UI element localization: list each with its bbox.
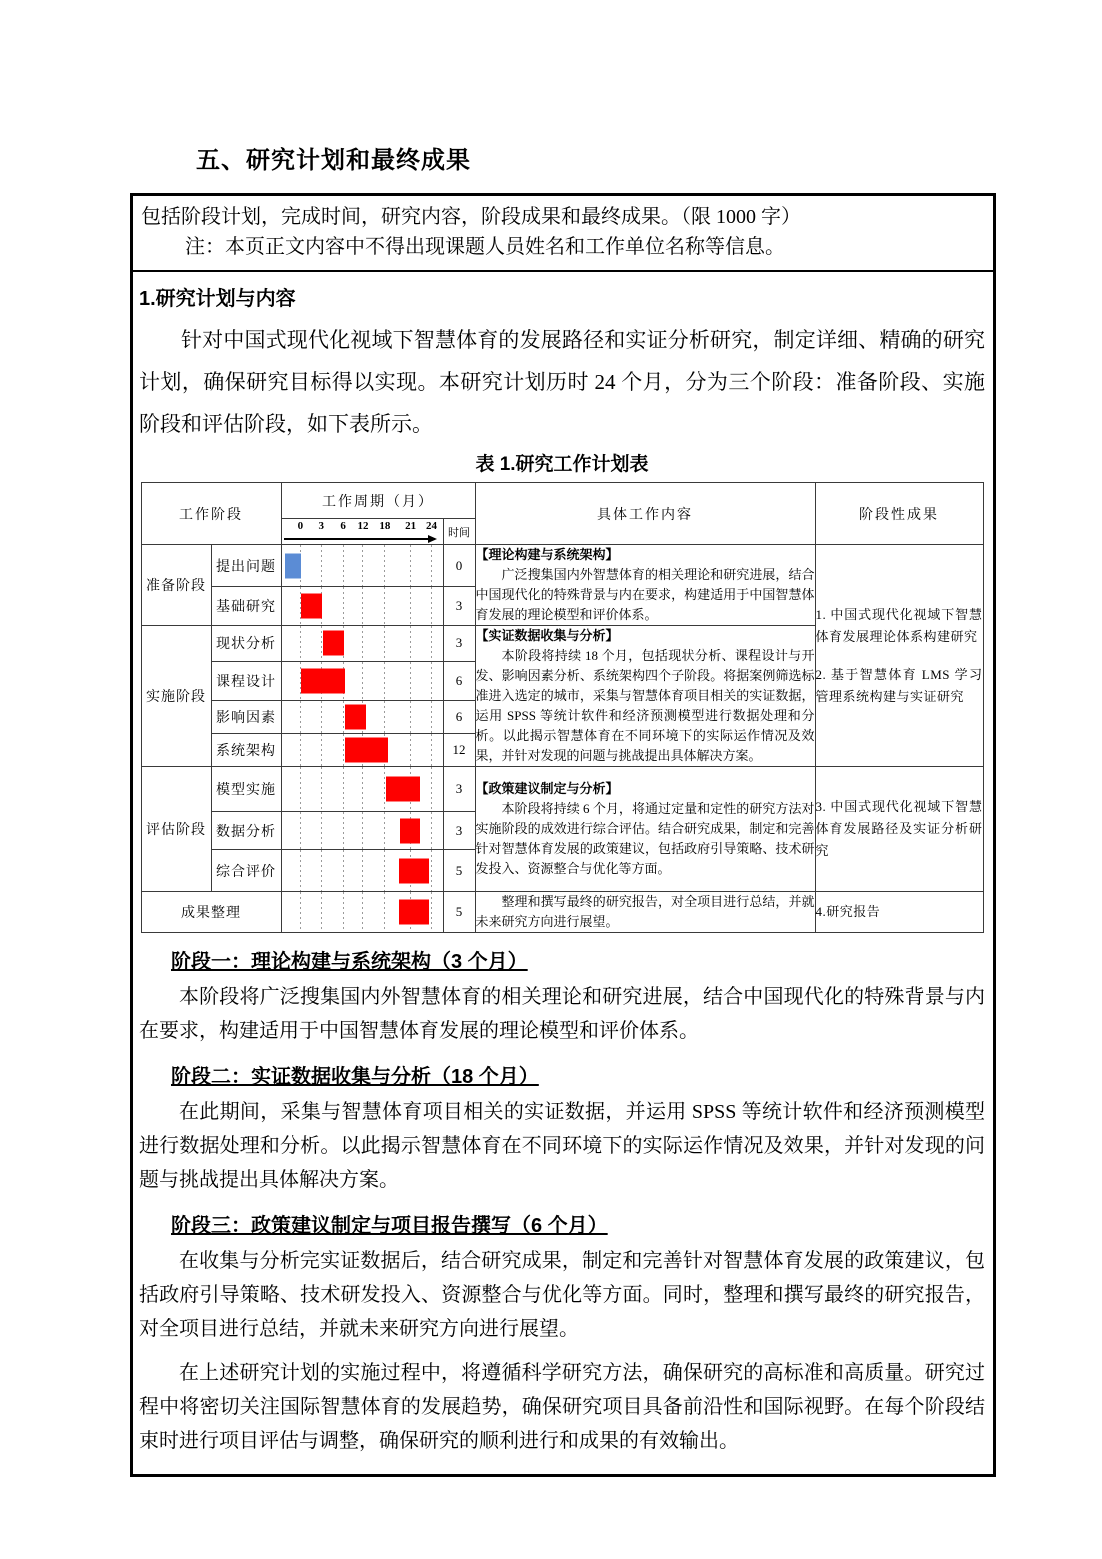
content-body: 本阶段将持续 18 个月，包括现状分析、课程设计与开发、影响因素分析、系统架构四个子阶段。将据案例筛选标准进入选定的城市，采集与智慧体育项目相关的实证数据，运用 SPSS 等统计软件和经济预测模型进行数据处理和分析。以此揭示智慧体育在不同环境下的实际运作情况及效果，并针对发现的问题与挑战提出具体解决方案。 <box>475 648 815 763</box>
result-item-3: 3. 中国式现代化视域下智慧体育发展路径及实证分析研究 <box>815 799 983 858</box>
results-cell-1-2 <box>815 545 983 767</box>
time-cell: 0 <box>443 545 475 587</box>
gantt-cell <box>281 892 443 933</box>
closing-paragraph: 在上述研究计划的实施过程中，将遵循科学研究方法，确保研究的高标准和高质量。研究过程中将密切关注国际智慧体育的发展趋势，确保研究项目具备前沿性和国际视野。在每个阶段结束时进行项目评估与调整，确保研究的顺利进行和成果的有效输出。 <box>139 1362 985 1452</box>
time-cell: 5 <box>443 892 475 933</box>
results-cell-3 <box>815 767 983 892</box>
header-stage-results: 阶段性成果 <box>815 483 983 545</box>
gantt-bar <box>323 631 344 656</box>
gantt-cell <box>281 700 443 734</box>
gantt-bar <box>345 705 366 730</box>
gantt-cell <box>281 812 443 850</box>
gantt-cell <box>281 734 443 767</box>
section-heading: 1.研究计划与内容 <box>139 288 296 310</box>
tick-label-18: 18 <box>379 520 391 532</box>
time-cell: 5 <box>443 850 475 892</box>
phase3-heading: 阶段三：政策建议制定与项目报告撰写（6 个月） <box>171 1215 608 1237</box>
time-cell: 6 <box>443 700 475 734</box>
tick-label-24: 24 <box>426 520 438 532</box>
gantt-cell <box>281 767 443 812</box>
time-cell: 3 <box>443 626 475 662</box>
content-body: 广泛搜集国内外智慧体育的相关理论和研究进展，结合中国现代化的特殊背景与内在要求，构建适用于中国智慧体育发展的理论模型和评价体系。 <box>475 567 815 622</box>
time-cell: 3 <box>443 587 475 626</box>
task-cell-data-analysis: 数据分析 <box>211 812 281 850</box>
instruction-line: 包括阶段计划，完成时间，研究内容，阶段成果和最终成果。（限 1000 字） <box>141 206 801 228</box>
gantt-bar <box>345 738 388 763</box>
header-work-content: 具体工作内容 <box>475 483 815 545</box>
instructions-box <box>133 196 993 272</box>
tick-label-0: 0 <box>297 520 304 532</box>
gantt-cell <box>281 850 443 892</box>
time-cell: 6 <box>443 661 475 700</box>
table-caption: 表 1.研究工作计划表 <box>475 454 649 475</box>
tick-label-12: 12 <box>357 520 369 532</box>
form-outer-box <box>130 193 996 1477</box>
gantt-cell <box>281 626 443 662</box>
time-cell: 12 <box>443 734 475 767</box>
gantt-cell <box>281 545 443 587</box>
content-cell-final <box>475 892 815 933</box>
phase1-paragraph: 本阶段将广泛搜集国内外智慧体育的相关理论和研究进展，结合中国现代化的特殊背景与内在要求，构建适用于中国智慧体育发展的理论模型和评价体系。 <box>139 986 985 1042</box>
result-item-4: 4.研究报告 <box>815 904 881 919</box>
phase3-paragraph: 在收集与分析完实证数据后，结合研究成果，制定和完善针对智慧体育发展的政策建议，包括政府引导策略、技术研发投入、资源整合与优化等方面。同时，整理和撰写最终的研究报告，对全项目进行总结，并就未来研究方向进行展望。 <box>139 1250 985 1340</box>
content-cell-preparation <box>475 545 815 626</box>
intro-paragraph: 针对中国式现代化视域下智慧体育的发展路径和实证分析研究，制定详细、精确的研究计划，确保研究目标得以实现。本研究计划历时 24 个月，分为三个阶段：准备阶段、实施阶段和评估阶段，如下表所示。 <box>139 328 985 436</box>
gantt-bar <box>301 594 322 619</box>
time-cell: 3 <box>443 767 475 812</box>
phase-cell-evaluation: 评估阶段 <box>141 767 211 892</box>
header-work-phase: 工作阶段 <box>141 483 281 545</box>
phase1-heading: 阶段一：理论构建与系统架构（3 个月） <box>171 951 528 973</box>
phase-cell-results-compilation: 成果整理 <box>141 892 281 933</box>
content-title: 【理论构建与系统架构】 <box>475 547 619 562</box>
result-item-1: 1. 中国式现代化视域下智慧体育发展理论体系构建研究 <box>815 606 983 644</box>
task-cell-status-analysis: 现状分析 <box>211 626 281 662</box>
header-time: 时间 <box>443 519 475 545</box>
header-work-period: 工作周期（月） <box>281 483 475 519</box>
gantt-bar <box>399 900 430 925</box>
task-cell-basic-research: 基础研究 <box>211 587 281 626</box>
gantt-bar <box>386 777 420 802</box>
tick-label-21: 21 <box>405 520 417 532</box>
page-title: 五、研究计划和最终成果 <box>196 147 471 174</box>
phase2-paragraph: 在此期间，采集与智慧体育项目相关的实证数据，并运用 SPSS 等统计软件和经济预测模型进行数据处理和分析。以此揭示智慧体育在不同环境下的实际运作情况及效果，并针对发现的问题与挑战提出具体解决方案。 <box>139 1101 985 1191</box>
gantt-bar <box>399 858 430 883</box>
result-item-2: 2. 基于智慧体育 LMS 学习管理系统构建与实证研究 <box>815 666 983 704</box>
phase2-heading: 阶段二：实证数据收集与分析（18 个月） <box>171 1066 539 1088</box>
results-cell-4 <box>815 892 983 933</box>
phase-cell-preparation: 准备阶段 <box>141 545 211 626</box>
content-cell-implementation <box>475 626 815 767</box>
timeline-axis <box>281 519 443 545</box>
instruction-note: 注：本页正文内容中不得出现课题人员姓名和工作单位名称等信息。 <box>185 236 785 258</box>
gantt-bar <box>285 553 302 578</box>
time-cell: 3 <box>443 812 475 850</box>
gantt-cell <box>281 661 443 700</box>
tick-label-6: 6 <box>340 520 346 532</box>
content-body: 本阶段将持续 6 个月，将通过定量和定性的研究方法对实施阶段的成效进行综合评估。结合研究成果，制定和完善针对智慧体育发展的政策建议，包括政府引导策略、技术研发投入、资源整合与优化等方面。 <box>475 801 815 876</box>
content-title: 【政策建议制定与分析】 <box>475 781 619 796</box>
main-content <box>133 272 993 1474</box>
task-cell-raise-question: 提出问题 <box>211 545 281 587</box>
gantt-cell <box>281 587 443 626</box>
timeline-arrow-icon <box>284 538 435 540</box>
tick-label-3: 3 <box>318 520 325 532</box>
phase-cell-implementation: 实施阶段 <box>141 626 211 767</box>
plan-table <box>141 482 984 933</box>
task-cell-system-architecture: 系统架构 <box>211 734 281 767</box>
task-cell-model-implementation: 模型实施 <box>211 767 281 812</box>
task-cell-comprehensive-evaluation: 综合评价 <box>211 850 281 892</box>
content-title: 【实证数据收集与分析】 <box>475 628 619 643</box>
task-cell-influence-factors: 影响因素 <box>211 700 281 734</box>
gantt-bar <box>400 818 420 843</box>
content-cell-evaluation <box>475 767 815 892</box>
content-body: 整理和撰写最终的研究报告，对全项目进行总结，并就未来研究方向进行展望。 <box>475 894 815 929</box>
gantt-bar <box>301 668 345 693</box>
task-cell-course-design: 课程设计 <box>211 661 281 700</box>
